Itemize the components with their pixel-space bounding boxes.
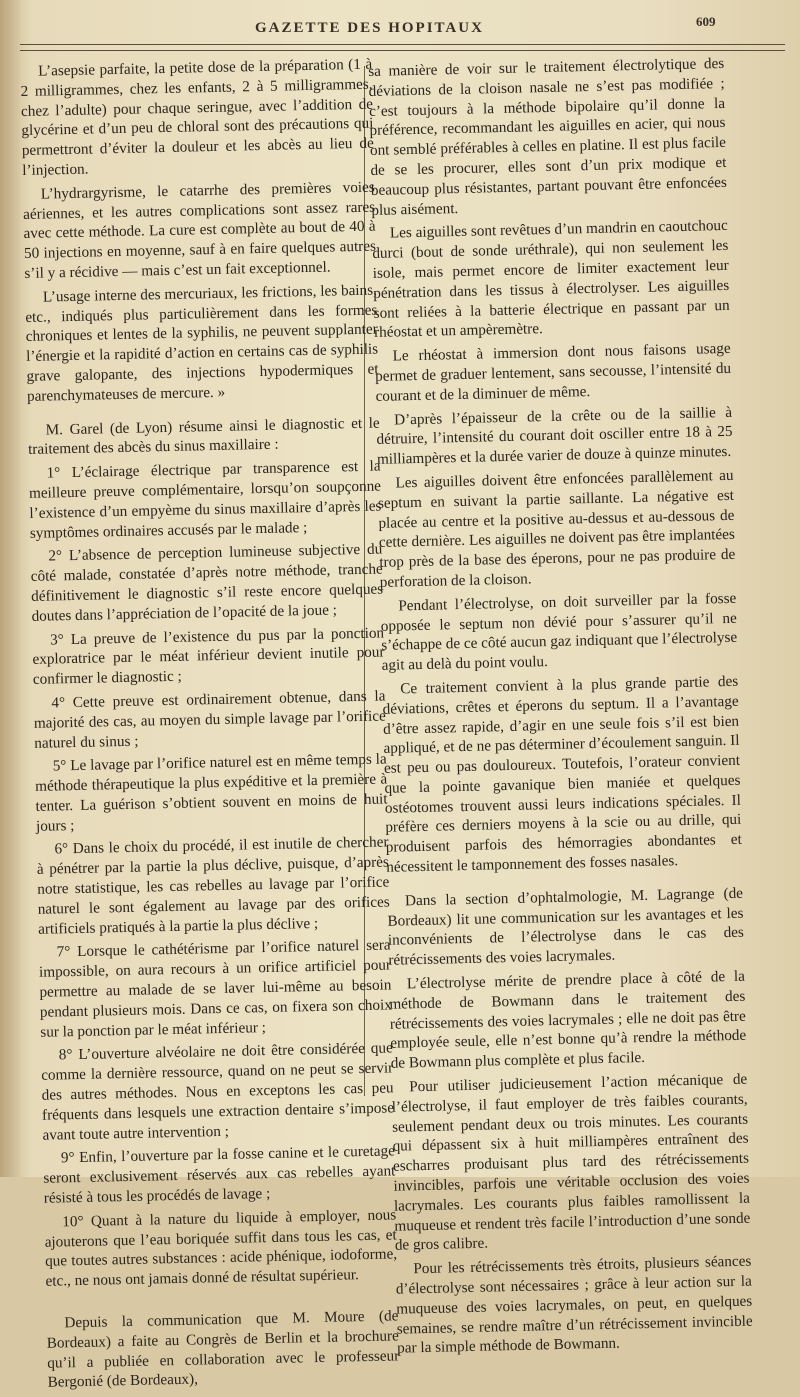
header-rule (20, 44, 785, 45)
paragraph: Pour les rétrécissements très étroits, plusieurs séances d’électrolyse sont nécessaires ; grâce à leur action sur la muqueuse des voies lacrymales, on peut, en quelques semaines, se rendre maître d’un rétrécissement invincible par la simple méthode de Bowmann. (395, 1252, 753, 1358)
paragraph: Pendant l’électrolyse, on doit surveiller par la fosse opposée le septum non dévié pour s’assurer qu’il ne s’échappe de ce côté aucun gaz indiquant que l’électrolyse agit au delà du point voulu. (380, 589, 738, 674)
page-header (0, 14, 800, 40)
paragraph: Pour utiliser judicieusement l’action mécanique de l’électrolyse, il faut employer de très faibles courants, seulement pendant deux ou trois minutes. Les courants qui dépassent six à huit milliampères entraînent des escharres produisant plus tard des rétrécissements invincibles, parfois une véritable occlusion des voies lacrymales. Les courants plus faibles ramollissent la muqueuse et rendent très facile l’introduction d’une sonde de gros calibre. (391, 1070, 751, 1255)
paragraph: D’après l’épaisseur de la crête ou de la saillie à détruire, l’intensité du courant doit osciller entre 18 à 25 milliampères et la durée varier de douze à quinze minutes. (376, 403, 733, 469)
paragraph: Dans la section d’ophtalmologie, M. Lagrange (de Bordeaux) lit une communication sur les avantages et les inconvénients de l’électrolyse dans le cas des rétrécissements des voies lacrymales. (387, 884, 745, 970)
right-column (368, 54, 753, 1363)
paragraph: 1° L’éclairage électrique par transparence est la meilleure preuve complémentaire, lorsqu’on soupçonne l’existence d’un empyème du sinus maxillaire d’après les symptômes ordinaires accusés par le malade ; (28, 457, 382, 542)
paragraph: M. Garel (de Lyon) résume ainsi le diagnostic et le traitement des abcès du sinus maxillaire : (27, 414, 380, 459)
paragraph: 4° Cette preuve est ordinairement obtenue, dans la majorité des cas, au moyen du simple lavage par l’orifice naturel du sinus ; (33, 687, 386, 752)
paragraph: Les aiguilles sont revêtues d’un mandrin en caoutchouc durci (bout de sonde uréthrale), qui non seulement les isole, mais permet encore de limiter exactement leur pénétration dans les tissus à électrolyser. Les aiguilles sont reliées à la batterie électrique en passant par un rhéostat et un ampèremètre. (372, 217, 730, 342)
paragraph: L’électrolyse mérite de prendre place à côté de la méthode de Bowmann dans le traitement des rétrécissements des voies lacrymales ; elle ne doit pas être employée seule, elle n’est bonne qu’à rendre la méthode de Bowmann plus complète et plus facile. (389, 967, 747, 1072)
paragraph: 3° La preuve de l’existence du pus par la ponction exploratrice par le méat inférieur devient inutile pour confirmer le diagnostic ; (32, 624, 385, 688)
paragraph: 10° Quant à la nature du liquide à employer, nous ajouterons que l’eau boriquée suffit dans tous les cas, et que toutes autres substances : acide phénique, iodoforme, etc., ne nous ont jamais donné de résultat supérieur. (44, 1206, 398, 1290)
header-rule-thin (20, 50, 785, 51)
paragraph: Ce traitement convient à la plus grande partie des déviations, crêtes et éperons du septum. Il a l’avantage d’être assez rapide, d’agir en une seule fois s’il est bien appliqué, et de ne pas déterminer d’écoulement sanguin. Il est peu ou pas douloureux. Toutefois, l’orateur convient que la pointe gavanique bien maniée et quelques ostéotomes trouvent aussi leurs indications spéciales. Il préfère ces derniers moyens à la scie ou au drille, qui produisent parfois des hémorragies abondantes et nécessitent le tamponnement des fosses nasales. (382, 672, 742, 876)
paragraph: 6° Dans le choix du procédé, il est inutile de chercher à pénétrer par la partie la plus déclive, puisque, d’après notre statistique, les cas rebelles au lavage par l’orifice naturel le sont également au lavage par des orifices artificiels pratiqués à la partie la plus déclive ; (36, 833, 390, 938)
paragraph: 7° Lorsque le cathétérisme par l’orifice naturel sera impossible, on aura recours à un orifice artificiel pour permettre au malade de se laver lui-même au besoin pendant plusieurs mois. Dans ce cas, on fixera son choix sur la ponction par le méat inférieur ; (38, 936, 393, 1041)
paragraph: Depuis la communication que M. Moure (de Bordeaux) a faite au Congrès de Berlin et la brochure qu’il a publiée en collaboration avec le professeur Bergonié (de Bordeaux), (46, 1307, 400, 1392)
paragraph: L’hydrargyrisme, le catarrhe des premières voies aériennes, et les autres complications sont assez rares avec cette méthode. La cure est complète au bout de 40 à 50 injections en moyenne, sauf à en faire quelques autres s’il y a récidive — mais c’est un fait exceptionnel. (23, 178, 377, 282)
paragraph: 2° L’absence de perception lumineuse subjective du côté malade, constatée d’après notre méthode, tranche définitivement le diagnostic s’il reste encore quelques doutes dans l’appréciation de l’opacité de la joue ; (30, 540, 384, 625)
paragraph: L’asepsie parfaite, la petite dose de la préparation (1 à 2 milligrammes, chez les enfants, 2 à 5 milligrammes, chez l’adulte) pour chaque seringue, avec l’addition de glycérine et d’un peu de chloral sont des précautions qui permettront d’éviter la douleur et les abcès au lieu de l’injection. (20, 55, 374, 179)
paragraph: Les aiguilles doivent être enfoncées parallèlement au septum en suivant la partie saillante. La négative est placée au centre et la positive au-dessus et au-dessous de cette dernière. Les aiguilles ne doivent pas être implantées trop près de la base des éperons, pour ne pas produire de perforation de la cloison. (377, 466, 736, 591)
page-edge-shadow (0, 0, 20, 1177)
paragraph: sa manière de voir sur le traitement électrolytique des déviations de la cloison nasale ne s’est pas modifiée ; c’est toujours à la méthode bipolaire qu’il donne la préférence, recommandant les aiguilles en acier, qui nous ont semblé préférables à celles en platine. Il est plus facile de se les procurer, elles sont d’un prix modique et beaucoup plus résistantes, partant pouvant être enfoncées plus aisément. (368, 54, 728, 219)
paragraph: 8° L’ouverture alvéolaire ne doit être considérée que comme la dernière ressource, quand on ne peut se servir des autres méthodes. Nous en exceptons les cas peu fréquents dans lesquels une extraction dentaire s’impose avant toute autre intervention ; (41, 1039, 395, 1144)
page-number: 609 (696, 14, 716, 29)
paragraph: L’usage interne des mercuriaux, les frictions, les bains, etc., indiqués plus particulièrement dans les formes chroniques et lentes de la syphilis, ne peuvent supplanter l’énergie et la rapidité d’action en certains cas de syphilis grave galopante, des injections hypodermiques et parenchymateuses de mercure. » (25, 281, 379, 405)
running-title: GAZETTE DES HOPITAUX (255, 20, 484, 36)
paragraph: Le rhéostat à immersion dont nous faisons usage permet de graduer lentement, sans secousse, l’intensité du courant et de la diminuer de même. (374, 340, 732, 405)
paragraph: 5° Le lavage par l’orifice naturel est en même temps la méthode thérapeutique la plus expéditive et la première à tenter. La guérison s’obtient souvent en moins de huit jours ; (34, 750, 388, 835)
paragraph: 9° Enfin, l’ouverture par la fosse canine et le curetage seront exclusivement réservés aux cas rebelles ayant résisté à tous les procédés de lavage ; (43, 1142, 396, 1207)
left-column (20, 55, 400, 1397)
